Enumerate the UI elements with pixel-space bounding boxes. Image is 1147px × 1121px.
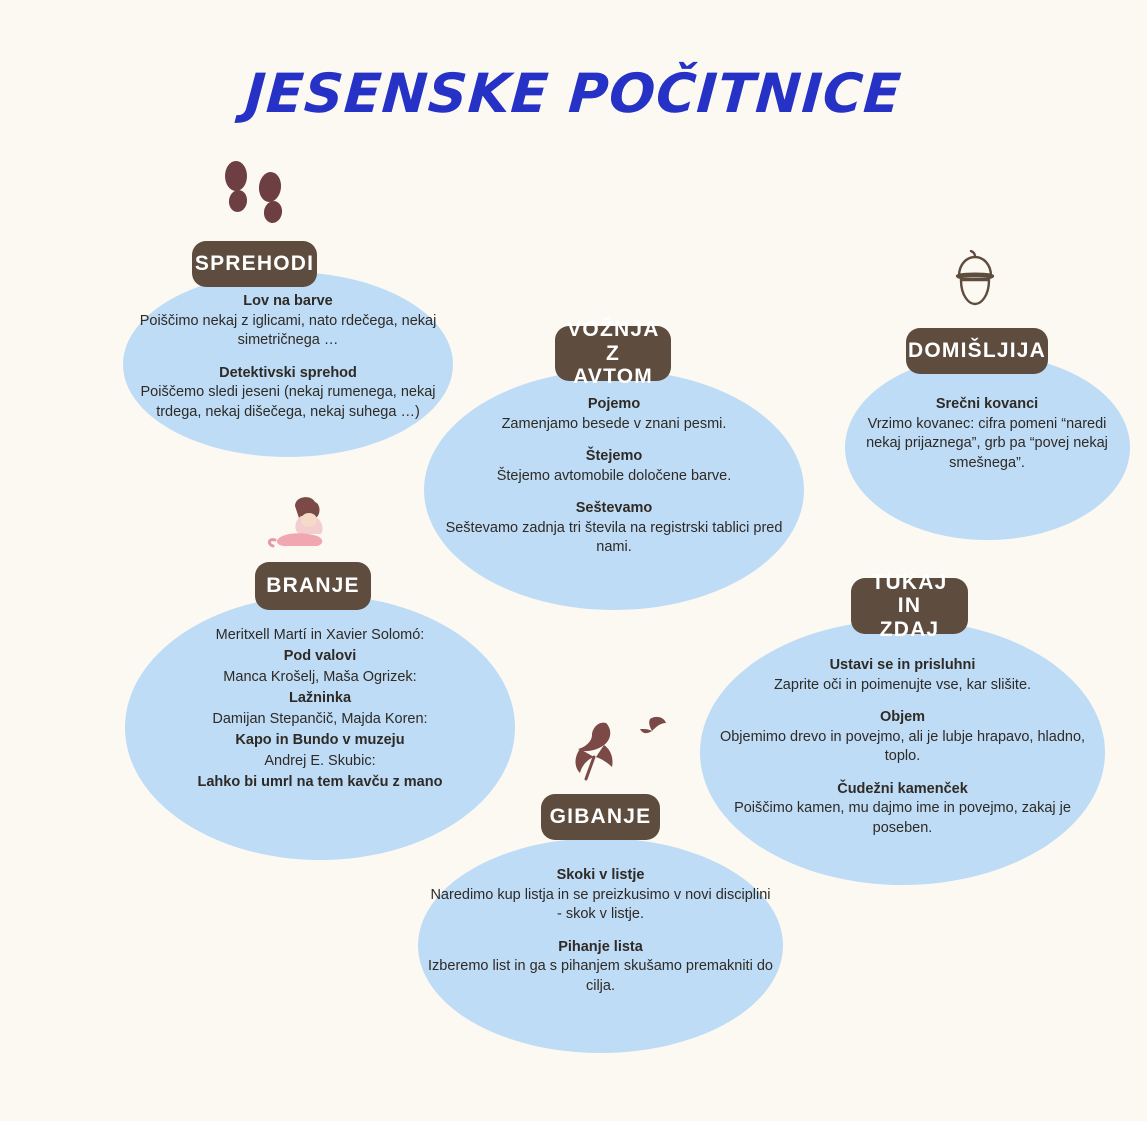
tukaj-item-2-body: Poiščimo kamen, mu dajmo ime in povejmo, zakaj je poseben. — [734, 800, 1071, 836]
voznja-content — [434, 395, 794, 558]
page-title: JESENSKE POČITNICE — [243, 62, 904, 125]
tag-voznja[interactable] — [555, 318, 671, 389]
tag-voznja-label: VOŽNJA Z AVTOM — [567, 318, 660, 389]
tag-domisljija[interactable] — [906, 328, 1048, 374]
sprehodi-item-0-body: Poiščimo nekaj z iglicami, nato rdečega, nekaj simetričnega … — [139, 312, 437, 349]
maple-leaf-icon — [560, 705, 680, 800]
branje-book-2-title: Kapo in Bundo v muzeju — [235, 732, 405, 749]
tukaj-item-2 — [710, 780, 1095, 839]
tag-branje-label: BRANJE — [266, 574, 360, 598]
gibanje-content — [428, 866, 773, 996]
tukaj-item-2-heading: Čudežni kamenček — [837, 780, 968, 797]
sprehodi-item-1-body: Poiščemo sledi jeseni (nekaj rumenega, nekaj trdega, nekaj dišečega, nekaj suhega …) — [140, 384, 436, 420]
tag-tukaj-in-zdaj[interactable] — [851, 570, 968, 641]
gibanje-item-1 — [428, 938, 773, 997]
tukaj-item-0 — [710, 656, 1095, 695]
branje-book-1-title: Lažninka — [288, 690, 352, 707]
branje-book-0-title: Pod valovi — [283, 648, 357, 665]
tukaj-item-1-body: Objemimo drevo in povejmo, ali je lubje hrapavo, hladno, toplo. — [719, 728, 1086, 765]
voznja-item-1 — [434, 447, 794, 486]
tag-sprehodi[interactable] — [192, 241, 317, 287]
acorn-icon — [945, 250, 1005, 317]
footprints-icon — [208, 160, 304, 245]
domisljija-item-0-heading: Srečni kovanci — [935, 396, 1039, 412]
voznja-item-1-heading: Štejemo — [585, 448, 643, 465]
gibanje-item-0-heading: Skoki v listje — [556, 867, 645, 883]
gibanje-item-1-heading: Pihanje lista — [558, 938, 643, 955]
gibanje-item-0-body: Naredimo kup listja in se preizkusimo v novi disciplini - skok v listje. — [430, 886, 771, 923]
branje-book-0-authors: Meritxell Martí in Xavier Solomó: — [215, 627, 425, 643]
domisljija-item-0-body: Vrzimo kovanec: cifra pomeni “naredi nekaj prijaznega”, grb pa “povej nekaj smešnega”. — [866, 415, 1108, 471]
tukaj-item-0-body: Zaprite oči in poimenujte vse, kar slišite. — [773, 676, 1032, 693]
tag-tukaj-in-zdaj-label: TUKAJ IN ZDAJ — [871, 570, 948, 641]
sprehodi-item-1 — [128, 364, 448, 423]
sprehodi-item-0 — [128, 292, 448, 351]
voznja-item-2 — [434, 499, 794, 558]
gibanje-item-1-body: Izberemo list in ga s pihanjem skušamo premakniti do cilja. — [428, 958, 773, 994]
domisljija-item-0 — [852, 395, 1122, 473]
tukaj-item-0-heading: Ustavi se in prisluhni — [829, 657, 976, 673]
tag-gibanje[interactable] — [541, 794, 660, 840]
tukaj-item-1-heading: Objem — [879, 709, 926, 726]
sprehodi-item-0-heading: Lov na barve — [243, 293, 333, 309]
voznja-item-0-heading: Pojemo — [587, 396, 641, 412]
sprehodi-item-1-heading: Detektivski sprehod — [219, 364, 357, 381]
tukaj-in-zdaj-content — [710, 656, 1095, 839]
branje-book-2-authors: Damijan Stepančič, Majda Koren: — [212, 711, 428, 728]
voznja-item-0 — [434, 395, 794, 434]
branje-book-3-authors: Andrej E. Skubic: — [264, 753, 376, 770]
voznja-item-2-heading: Seštevamo — [575, 500, 653, 517]
tukaj-item-1 — [710, 708, 1095, 767]
voznja-item-0-body: Zamenjamo besede v znani pesmi. — [501, 415, 727, 432]
branje-content — [130, 625, 510, 793]
tag-domisljija-label: DOMIŠLJIJA — [907, 339, 1047, 363]
tag-gibanje-label: GIBANJE — [549, 805, 652, 829]
gibanje-item-0 — [428, 866, 773, 925]
tag-branje[interactable] — [255, 562, 371, 610]
reading-girl-icon — [265, 490, 347, 567]
voznja-item-2-body: Seštevamo zadnja tri števila na registrski tablici pred nami. — [445, 519, 783, 556]
branje-book-1-authors: Manca Krošelj, Maša Ogrizek: — [223, 669, 417, 686]
domisljija-content — [852, 395, 1122, 473]
tag-sprehodi-label: SPREHODI — [194, 252, 315, 276]
voznja-item-1-body: Štejemo avtomobile določene barve. — [496, 467, 732, 484]
sprehodi-content — [128, 292, 448, 422]
branje-book-3-title: Lahko bi umrl na tem kavču z mano — [197, 774, 443, 791]
